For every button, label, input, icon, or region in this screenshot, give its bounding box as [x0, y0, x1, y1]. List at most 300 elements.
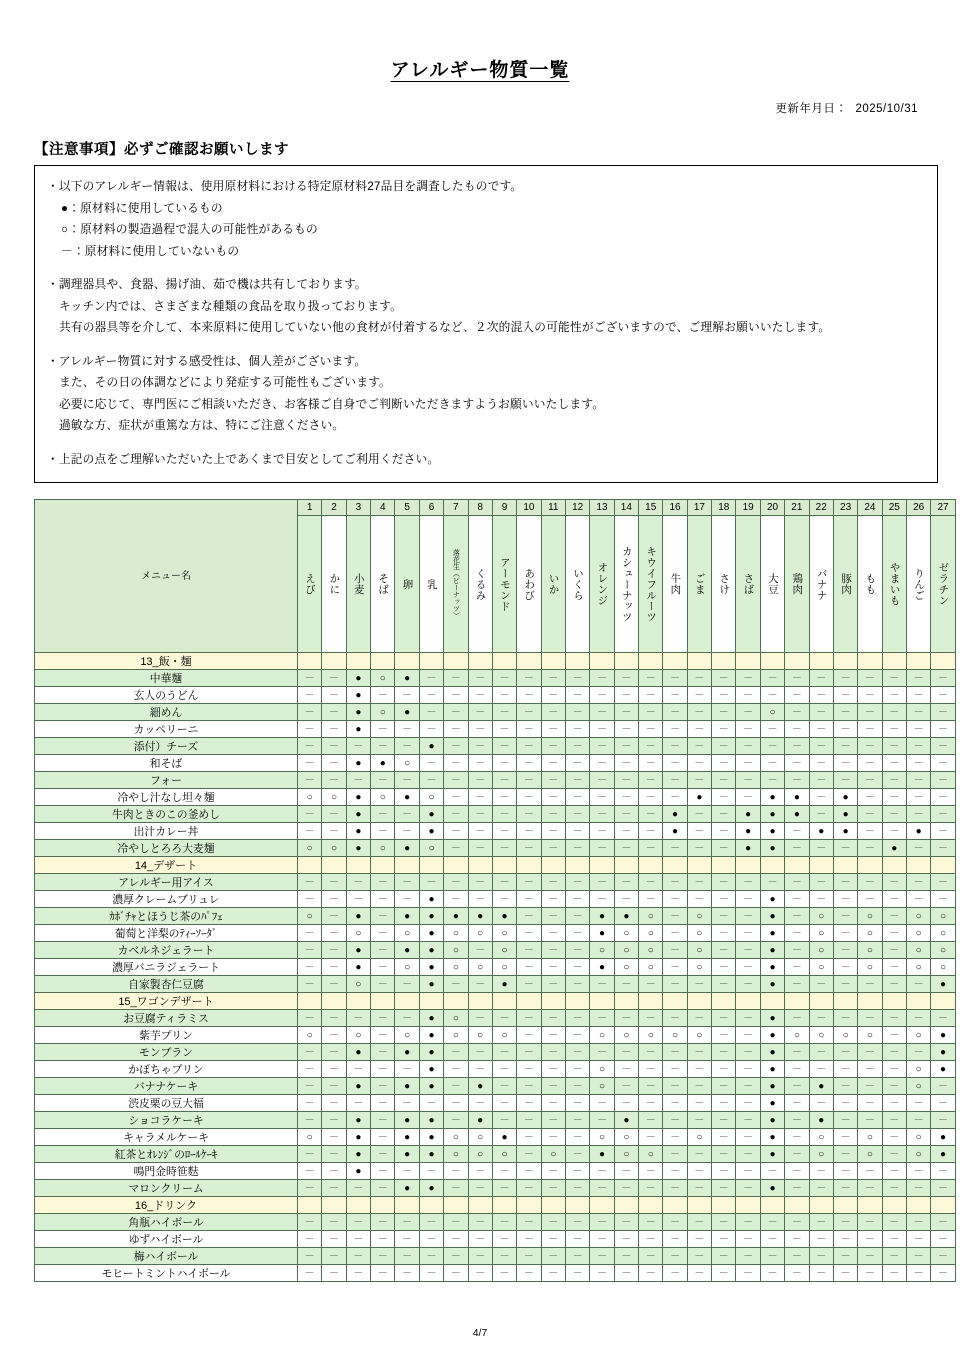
none-icon: － [450, 774, 461, 786]
section-spacer-cell [590, 653, 614, 670]
none-icon: － [670, 876, 681, 888]
none-icon: － [938, 774, 949, 786]
allergen-cell-19 [736, 1112, 760, 1129]
allergen-cell-3 [346, 721, 370, 738]
allergen-name-label: そば [377, 573, 390, 595]
none-icon: － [670, 774, 681, 786]
contains-icon: ● [404, 1080, 411, 1092]
allergen-cell-9 [492, 1129, 516, 1146]
allergen-cell-6 [419, 1095, 443, 1112]
allergen-header-24 [858, 516, 882, 653]
allergen-cell-21 [785, 959, 809, 976]
none-icon: － [450, 791, 461, 803]
allergen-cell-6 [419, 1231, 443, 1248]
allergen-cell-11 [541, 823, 565, 840]
allergen-cell-10 [517, 959, 541, 976]
none-icon: － [791, 1267, 802, 1279]
none-icon: － [450, 1114, 461, 1126]
allergen-cell-26 [906, 1078, 930, 1095]
none-icon: － [889, 757, 900, 769]
may-contain-icon: ○ [452, 944, 459, 956]
none-icon: － [718, 1216, 729, 1228]
section-spacer-cell [419, 857, 443, 874]
allergen-cell-8 [468, 670, 492, 687]
none-icon: － [523, 978, 534, 990]
none-icon: － [621, 791, 632, 803]
none-icon: － [816, 876, 827, 888]
may-contain-icon: ○ [696, 910, 703, 922]
none-icon: － [791, 876, 802, 888]
allergen-cell-17 [687, 840, 711, 857]
section-spacer-cell [395, 993, 419, 1010]
contains-icon: ● [769, 1063, 776, 1075]
allergen-cell-26 [906, 1027, 930, 1044]
allergen-name-label: 豚肉 [839, 573, 852, 595]
allergen-cell-6 [419, 670, 443, 687]
allergen-cell-13 [590, 840, 614, 857]
none-icon: － [450, 672, 461, 684]
none-icon: － [353, 1012, 364, 1024]
allergen-cell-21 [785, 874, 809, 891]
section-spacer-cell [298, 857, 322, 874]
allergen-cell-20 [760, 789, 784, 806]
allergen-cell-20 [760, 1248, 784, 1265]
allergen-cell-18 [712, 772, 736, 789]
allergen-cell-17 [687, 1027, 711, 1044]
none-icon: － [718, 1080, 729, 1092]
allergen-cell-12 [565, 1146, 589, 1163]
none-icon: － [621, 978, 632, 990]
allergen-cell-9 [492, 942, 516, 959]
none-icon: － [329, 706, 340, 718]
contains-icon: ● [672, 825, 679, 837]
none-icon: － [718, 1182, 729, 1194]
allergen-cell-21 [785, 1112, 809, 1129]
none-icon: － [645, 1182, 656, 1194]
allergen-cell-17 [687, 891, 711, 908]
allergen-cell-1 [298, 925, 322, 942]
none-icon: － [889, 1267, 900, 1279]
none-icon: － [353, 1097, 364, 1109]
none-icon: － [329, 1182, 340, 1194]
menu-item-name: 葡萄と洋梨のﾃｨｰｿｰﾀﾞ [35, 925, 298, 942]
allergen-cell-11 [541, 789, 565, 806]
allergen-cell-19 [736, 1146, 760, 1163]
none-icon: － [426, 1267, 437, 1279]
allergen-cell-13 [590, 976, 614, 993]
allergen-cell-4 [371, 1231, 395, 1248]
none-icon: － [548, 774, 559, 786]
allergen-cell-9 [492, 823, 516, 840]
allergen-cell-19 [736, 738, 760, 755]
none-icon: － [670, 723, 681, 735]
none-icon: － [329, 723, 340, 735]
allergen-cell-1 [298, 738, 322, 755]
allergen-cell-5 [395, 1027, 419, 1044]
allergen-name-label: あわび [523, 567, 536, 601]
allergen-number-2: 2 [322, 500, 346, 516]
none-icon: － [670, 706, 681, 718]
table-row [35, 1163, 956, 1180]
none-icon: － [377, 689, 388, 701]
allergen-cell-24 [858, 840, 882, 857]
allergen-cell-13 [590, 806, 614, 823]
contains-icon: ● [355, 944, 362, 956]
none-icon: － [523, 1029, 534, 1041]
allergen-cell-2 [322, 1146, 346, 1163]
none-icon: － [645, 808, 656, 820]
none-icon: － [548, 1012, 559, 1024]
allergen-cell-6 [419, 942, 443, 959]
allergen-cell-12 [565, 721, 589, 738]
menu-item-name: ショコラケーキ [35, 1112, 298, 1129]
none-icon: － [694, 706, 705, 718]
may-contain-icon: ○ [355, 1029, 362, 1041]
none-icon: － [767, 757, 778, 769]
none-icon: － [523, 774, 534, 786]
allergen-cell-17 [687, 1231, 711, 1248]
section-spacer-cell [371, 1197, 395, 1214]
none-icon: － [572, 961, 583, 973]
allergen-cell-12 [565, 704, 589, 721]
section-spacer-cell [931, 1197, 955, 1214]
allergen-cell-23 [833, 1146, 857, 1163]
contains-icon: ● [769, 944, 776, 956]
allergen-cell-23 [833, 1112, 857, 1129]
none-icon: － [426, 706, 437, 718]
allergen-header-8 [468, 516, 492, 653]
table-row [35, 1265, 956, 1282]
none-icon: － [694, 1233, 705, 1245]
allergen-cell-17 [687, 959, 711, 976]
allergen-cell-16 [663, 1027, 687, 1044]
contains-icon: ● [428, 927, 435, 939]
allergen-cell-2 [322, 1265, 346, 1282]
contains-icon: ● [769, 808, 776, 820]
allergen-cell-13 [590, 942, 614, 959]
allergen-cell-9 [492, 959, 516, 976]
allergen-cell-26 [906, 670, 930, 687]
none-icon: － [864, 791, 875, 803]
none-icon: － [840, 1012, 851, 1024]
allergen-cell-16 [663, 1146, 687, 1163]
allergen-cell-4 [371, 806, 395, 823]
section-spacer-cell [639, 993, 663, 1010]
allergen-cell-4 [371, 1214, 395, 1231]
allergen-number-16: 16 [663, 500, 687, 516]
allergen-cell-27 [931, 687, 955, 704]
none-icon: － [329, 740, 340, 752]
allergen-cell-27 [931, 1095, 955, 1112]
allergen-cell-18 [712, 1163, 736, 1180]
may-contain-icon: ○ [623, 944, 630, 956]
contains-icon: ● [428, 1148, 435, 1160]
allergen-name-label: くるみ [474, 567, 487, 601]
none-icon: － [743, 1012, 754, 1024]
allergen-header-23 [833, 516, 857, 653]
none-icon: － [791, 1216, 802, 1228]
allergen-cell-27 [931, 959, 955, 976]
allergen-header-13 [590, 516, 614, 653]
allergen-cell-5 [395, 1231, 419, 1248]
allergen-cell-21 [785, 772, 809, 789]
allergen-cell-17 [687, 976, 711, 993]
none-icon: － [329, 893, 340, 905]
allergen-cell-6 [419, 925, 443, 942]
allergen-cell-23 [833, 1078, 857, 1095]
contains-icon: ● [745, 825, 752, 837]
allergen-cell-9 [492, 1027, 516, 1044]
allergen-cell-8 [468, 908, 492, 925]
allergen-cell-19 [736, 670, 760, 687]
section-row [35, 653, 956, 670]
section-spacer-cell [298, 1197, 322, 1214]
section-spacer-cell [785, 993, 809, 1010]
allergen-cell-6 [419, 1214, 443, 1231]
allergen-cell-20 [760, 1180, 784, 1197]
allergen-name-label: さけ [718, 573, 731, 595]
allergen-cell-7 [444, 806, 468, 823]
none-icon: － [645, 978, 656, 990]
none-icon: － [377, 1165, 388, 1177]
allergen-cell-14 [614, 1248, 638, 1265]
allergen-cell-3 [346, 1044, 370, 1061]
none-icon: － [864, 842, 875, 854]
none-icon: － [938, 689, 949, 701]
allergen-cell-11 [541, 1248, 565, 1265]
allergen-cell-12 [565, 687, 589, 704]
none-icon: － [791, 1114, 802, 1126]
table-row [35, 755, 956, 772]
none-icon: － [670, 1148, 681, 1160]
allergen-cell-1 [298, 891, 322, 908]
allergen-cell-25 [882, 1146, 906, 1163]
none-icon: － [694, 740, 705, 752]
allergen-number-7: 7 [444, 500, 468, 516]
allergen-cell-9 [492, 1231, 516, 1248]
allergen-cell-23 [833, 789, 857, 806]
none-icon: － [840, 774, 851, 786]
may-contain-icon: ○ [306, 1131, 313, 1143]
allergen-cell-19 [736, 942, 760, 959]
none-icon: － [621, 774, 632, 786]
none-icon: － [353, 893, 364, 905]
none-icon: － [402, 1165, 413, 1177]
allergen-cell-22 [809, 1027, 833, 1044]
none-icon: － [694, 1148, 705, 1160]
allergen-cell-6 [419, 1061, 443, 1078]
allergen-number-3: 3 [346, 500, 370, 516]
menu-item-name: 鳴門金時笹麩 [35, 1163, 298, 1180]
allergen-cell-27 [931, 823, 955, 840]
contains-icon: ● [355, 1165, 362, 1177]
none-icon: － [596, 1097, 607, 1109]
allergen-cell-20 [760, 1129, 784, 1146]
allergen-cell-11 [541, 670, 565, 687]
contains-icon: ● [355, 1080, 362, 1092]
section-spacer-cell [882, 993, 906, 1010]
allergen-cell-21 [785, 738, 809, 755]
none-icon: － [402, 876, 413, 888]
may-contain-icon: ○ [696, 1131, 703, 1143]
allergen-cell-11 [541, 874, 565, 891]
allergen-cell-14 [614, 1112, 638, 1129]
none-icon: － [889, 910, 900, 922]
allergen-name-label: 牛肉 [669, 573, 682, 595]
section-spacer-cell [298, 993, 322, 1010]
none-icon: － [767, 723, 778, 735]
allergen-cell-12 [565, 1044, 589, 1061]
allergen-cell-4 [371, 908, 395, 925]
allergen-cell-25 [882, 1265, 906, 1282]
section-spacer-cell [322, 653, 346, 670]
allergen-cell-10 [517, 1044, 541, 1061]
allergen-cell-16 [663, 1129, 687, 1146]
allergen-name-label: りんご [913, 567, 926, 601]
allergen-cell-5 [395, 891, 419, 908]
allergen-cell-19 [736, 925, 760, 942]
none-icon: － [889, 1165, 900, 1177]
none-icon: － [304, 672, 315, 684]
none-icon: － [864, 1114, 875, 1126]
allergen-cell-7 [444, 959, 468, 976]
none-icon: － [743, 1080, 754, 1092]
allergen-header-20 [760, 516, 784, 653]
none-icon: － [791, 825, 802, 837]
may-contain-icon: ○ [379, 706, 386, 718]
allergen-header-16 [663, 516, 687, 653]
none-icon: － [791, 689, 802, 701]
none-icon: － [938, 825, 949, 837]
section-spacer-cell [906, 993, 930, 1010]
none-icon: － [475, 1097, 486, 1109]
allergen-cell-1 [298, 704, 322, 721]
none-icon: － [377, 927, 388, 939]
none-icon: － [743, 1131, 754, 1143]
allergen-cell-6 [419, 772, 443, 789]
menu-item-name: マロンクリーム [35, 1180, 298, 1197]
allergen-cell-16 [663, 704, 687, 721]
none-icon: － [767, 1267, 778, 1279]
allergen-cell-25 [882, 1078, 906, 1095]
allergen-cell-24 [858, 738, 882, 755]
allergen-cell-27 [931, 1231, 955, 1248]
contains-icon: ● [404, 1131, 411, 1143]
allergen-cell-3 [346, 1078, 370, 1095]
allergen-cell-21 [785, 1248, 809, 1265]
allergen-cell-22 [809, 1129, 833, 1146]
allergen-cell-17 [687, 1078, 711, 1095]
none-icon: － [621, 689, 632, 701]
section-spacer-cell [858, 653, 882, 670]
allergen-cell-1 [298, 1044, 322, 1061]
none-icon: － [816, 672, 827, 684]
none-icon: － [718, 1131, 729, 1143]
allergen-cell-4 [371, 942, 395, 959]
allergen-cell-17 [687, 738, 711, 755]
allergen-number-13: 13 [590, 500, 614, 516]
none-icon: － [596, 706, 607, 718]
allergen-cell-20 [760, 908, 784, 925]
none-icon: － [377, 774, 388, 786]
allergen-cell-1 [298, 874, 322, 891]
none-icon: － [450, 689, 461, 701]
allergen-cell-10 [517, 772, 541, 789]
none-icon: － [670, 1165, 681, 1177]
allergen-cell-11 [541, 1027, 565, 1044]
none-icon: － [718, 1046, 729, 1058]
none-icon: － [548, 723, 559, 735]
none-icon: － [938, 740, 949, 752]
section-spacer-cell [760, 653, 784, 670]
none-icon: － [596, 757, 607, 769]
allergen-cell-20 [760, 959, 784, 976]
none-icon: － [889, 961, 900, 973]
allergen-cell-8 [468, 942, 492, 959]
none-icon: － [572, 1233, 583, 1245]
none-icon: － [718, 978, 729, 990]
notice-line: ・アレルギー物質に対する感受性は、個人差がございます。 [47, 354, 367, 368]
allergen-cell-2 [322, 1095, 346, 1112]
allergen-cell-15 [639, 721, 663, 738]
allergen-header-21 [785, 516, 809, 653]
none-icon: － [499, 1216, 510, 1228]
allergen-cell-11 [541, 1265, 565, 1282]
none-icon: － [304, 927, 315, 939]
none-icon: － [621, 893, 632, 905]
table-row [35, 908, 956, 925]
may-contain-icon: ○ [769, 706, 776, 718]
contains-icon: ● [940, 1148, 947, 1160]
allergen-cell-7 [444, 1078, 468, 1095]
none-icon: － [816, 893, 827, 905]
allergen-cell-1 [298, 942, 322, 959]
none-icon: － [913, 774, 924, 786]
allergen-cell-3 [346, 1214, 370, 1231]
none-icon: － [889, 944, 900, 956]
allergen-cell-26 [906, 721, 930, 738]
none-icon: － [523, 808, 534, 820]
none-icon: － [572, 876, 583, 888]
allergen-cell-18 [712, 1095, 736, 1112]
allergen-header-26 [906, 516, 930, 653]
allergen-cell-7 [444, 721, 468, 738]
allergen-cell-10 [517, 1112, 541, 1129]
allergen-cell-19 [736, 1180, 760, 1197]
may-contain-icon: ○ [915, 927, 922, 939]
none-icon: － [548, 1267, 559, 1279]
none-icon: － [304, 1063, 315, 1075]
none-icon: － [864, 825, 875, 837]
none-icon: － [889, 1233, 900, 1245]
none-icon: － [864, 1097, 875, 1109]
none-icon: － [743, 1165, 754, 1177]
none-icon: － [353, 1216, 364, 1228]
allergen-cell-6 [419, 704, 443, 721]
allergen-cell-2 [322, 891, 346, 908]
menu-item-name: カッペリーニ [35, 721, 298, 738]
allergen-cell-21 [785, 704, 809, 721]
none-icon: － [548, 1063, 559, 1075]
section-spacer-cell [639, 857, 663, 874]
none-icon: － [621, 1182, 632, 1194]
allergen-cell-18 [712, 687, 736, 704]
contains-icon: ● [428, 825, 435, 837]
allergen-cell-6 [419, 721, 443, 738]
none-icon: － [791, 1233, 802, 1245]
none-icon: － [840, 1114, 851, 1126]
none-icon: － [596, 740, 607, 752]
